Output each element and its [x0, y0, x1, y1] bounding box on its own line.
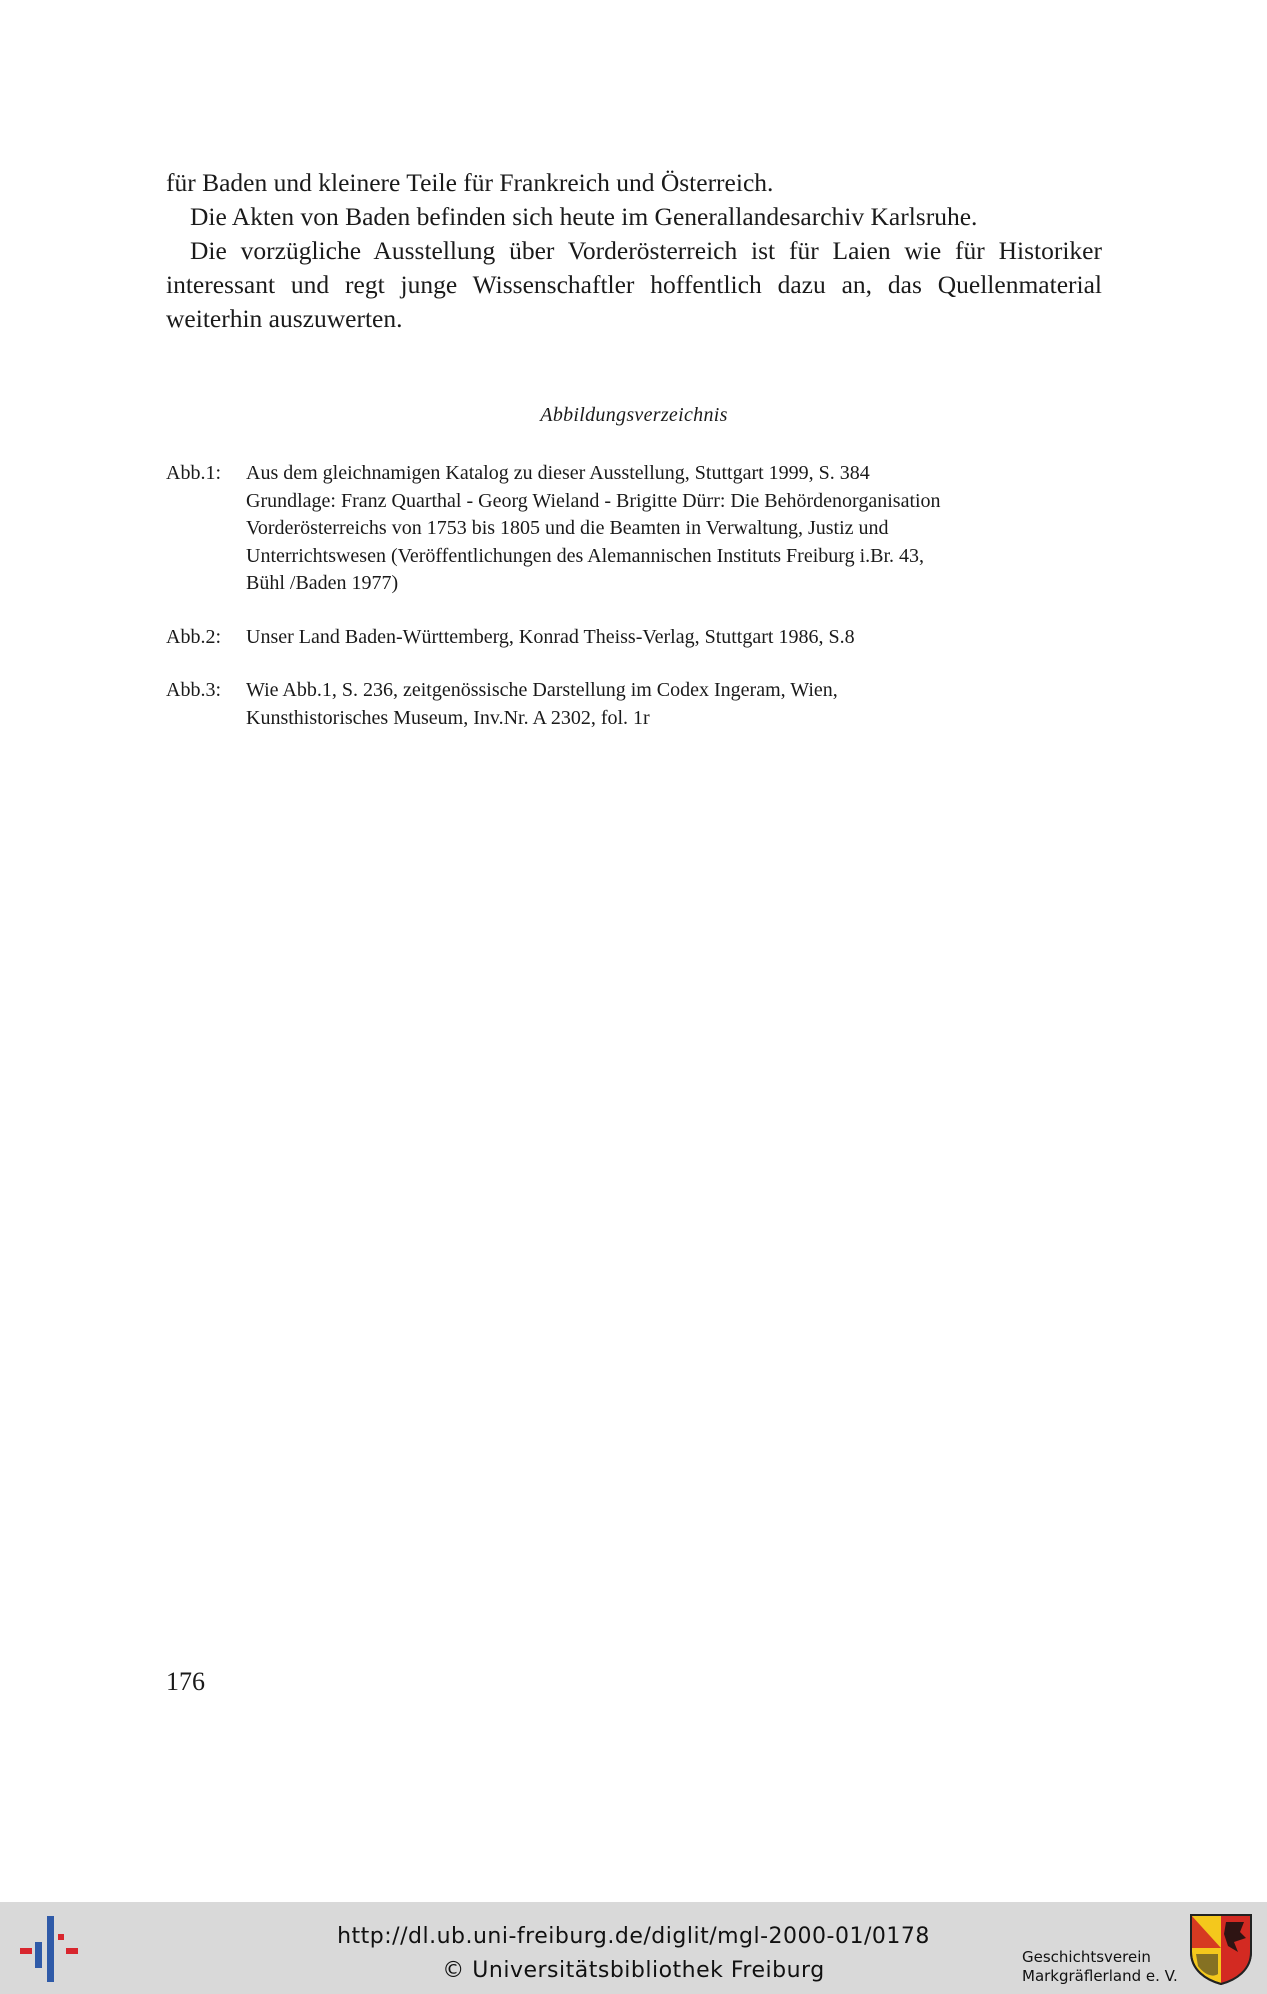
- figure-entry: [166, 677, 1066, 732]
- figure-line: Vorderösterreichs von 1753 bis 1805 und die Beamten in Verwaltung, Justiz und: [246, 517, 889, 539]
- figure-label: Abb.3:: [166, 679, 221, 701]
- figure-line: Kunsthistorisches Museum, Inv.Nr. A 2302, fol. 1r: [246, 706, 650, 729]
- figure-line: Grundlage: Franz Quarthal - Georg Wieland - Brigitte Dürr: Die Behördenorganisation: [246, 489, 941, 512]
- figures-heading: Abbildungsverzeichnis: [540, 404, 728, 426]
- society-name: [1022, 1948, 1178, 1986]
- body-text: [166, 166, 1102, 336]
- figure-line: Bühl /Baden 1977): [246, 572, 399, 594]
- figure-text: [246, 460, 1066, 598]
- footer-bar: [0, 1902, 1267, 1994]
- figure-list: [166, 460, 1066, 758]
- footer-url-link[interactable]: http://dl.ub.uni-freiburg.de/diglit/mgl-2000-01/0178: [337, 1924, 930, 1949]
- figure-text: [246, 677, 1066, 732]
- page-number: 176: [166, 1667, 205, 1696]
- body-paragraph: für Baden und kleinere Teile für Frankreich und Österreich.: [166, 168, 774, 197]
- figure-entry: [166, 460, 1066, 598]
- body-paragraph: Die vorzügliche Ausstellung über Vorderösterreich ist für Laien wie für Historiker interessant und regt junge Wissenschaftler hoffentlich dazu an, das Quellenmaterial weiterhin auszuwerten.: [166, 236, 1102, 333]
- figure-line: Unser Land Baden-Württemberg, Konrad Theiss-Verlag, Stuttgart 1986, S.8: [246, 625, 855, 648]
- society-line: Geschichtsverein: [1022, 1948, 1151, 1966]
- figure-line: Wie Abb.1, S. 236, zeitgenössische Darstellung im Codex Ingeram, Wien,: [246, 679, 838, 701]
- footer-copyright: © Universitätsbibliothek Freiburg: [442, 1958, 825, 1983]
- society-line: Markgräflerland e. V.: [1022, 1967, 1178, 1985]
- figure-entry: [166, 624, 1066, 652]
- figure-line: Aus dem gleichnamigen Katalog zu dieser Ausstellung, Stuttgart 1999, S. 384: [246, 462, 870, 484]
- figure-label: Abb.2:: [166, 625, 221, 648]
- figure-line: Unterrichtswesen (Veröffentlichungen des Alemannischen Instituts Freiburg i.Br. 43,: [246, 544, 925, 567]
- coat-of-arms-icon[interactable]: [1188, 1912, 1254, 1986]
- figure-label: Abb.1:: [166, 462, 221, 484]
- figure-text: [246, 624, 1066, 652]
- body-paragraph: Die Akten von Baden befinden sich heute im Generallandesarchiv Karlsruhe.: [190, 202, 978, 231]
